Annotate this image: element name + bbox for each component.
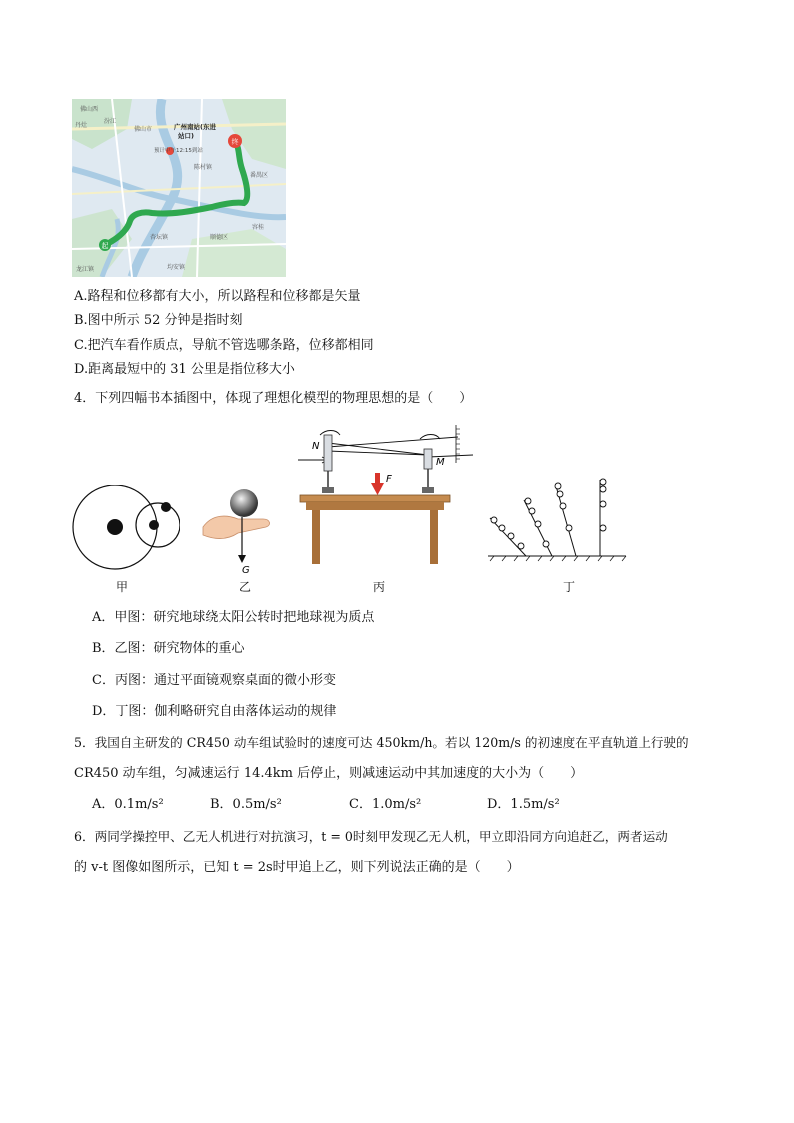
q5-stem-line1: 5．我国自主研发的 CR450 动车组试验时的速度可达 450km/h。若以 120m/s 的初速度在平直轨道上行驶的: [74, 735, 689, 750]
caption-ding: 丁: [563, 580, 576, 594]
figure-bing: [298, 425, 478, 569]
label-g: G: [242, 565, 250, 575]
map-label: 佛山西: [80, 106, 99, 113]
q3-option-b: B.图中所示 52 分钟是指时刻: [74, 313, 243, 328]
q6-stem-line2: 的 v-t 图像如图所示，已知 t = 2s时甲追上乙，则下列说法正确的是（ ）: [74, 860, 520, 875]
map-label: 预计中午12:15到站: [154, 148, 203, 154]
end-marker-label: 终: [231, 138, 239, 146]
navigation-map: [72, 99, 286, 277]
figure-ding: [486, 476, 630, 566]
q5-option-c: C．1.0m/s²: [349, 797, 422, 812]
q4-option-a: A．甲图：研究地球绕太阳公转时把地球视为质点: [92, 610, 375, 625]
caption-jia: 甲: [116, 580, 129, 594]
q3-option-d: D.距离最短中的 31 公里是指位移大小: [74, 362, 295, 377]
q3-option-a: A.路程和位移都有大小，所以路程和位移都是矢量: [74, 289, 361, 304]
q5-stem-line2: CR450 动车组，匀减速运行 14.4km 后停止，则减速运动中其加速度的大小为（ ）: [74, 766, 584, 781]
map-label: 均安镇: [167, 264, 186, 271]
figure-yi: [198, 485, 278, 579]
label-n: N: [312, 441, 320, 452]
map-label: 站口): [178, 132, 194, 140]
map-label: 容桂: [252, 224, 265, 231]
map-label: 广州南站(东进: [174, 123, 216, 131]
q3-option-c: C.把汽车看作质点，导航不管选哪条路，位移都相同: [74, 338, 374, 353]
q6-stem-line1: 6．两同学操控甲、乙无人机进行对抗演习，t = 0时刻甲发现乙无人机，甲立即沿同方向追赶乙，两者运动: [74, 829, 668, 844]
q5-option-a: A．0.1m/s²: [92, 797, 164, 812]
start-marker-label: 起: [101, 242, 109, 250]
map-label: 佛山市: [134, 126, 153, 133]
map-label: 丹灶: [75, 122, 88, 129]
map-label: 陈村镇: [194, 164, 213, 171]
q4-option-d: D．丁图：伽利略研究自由落体运动的规律: [92, 704, 337, 719]
q4-stem: 4．下列四幅书本插图中，体现了理想化模型的物理思想的是（ ）: [74, 391, 473, 406]
map-label: 顺德区: [210, 234, 229, 241]
label-f: F: [386, 474, 392, 485]
map-graphic: [72, 99, 286, 277]
q5-option-b: B．0.5m/s²: [210, 797, 282, 812]
map-label: 汾江: [104, 118, 117, 125]
label-m: M: [436, 457, 445, 468]
caption-bing: 丙: [373, 580, 386, 594]
caption-yi: 乙: [239, 580, 252, 594]
q4-option-c: C．丙图：通过平面镜观察桌面的微小形变: [92, 673, 336, 688]
q5-option-d: D．1.5m/s²: [487, 797, 560, 812]
map-label: 番禺区: [250, 172, 269, 179]
figure-jia: [70, 485, 180, 579]
q4-option-b: B．乙图：研究物体的重心: [92, 641, 245, 656]
map-label: 杏坛镇: [150, 234, 169, 241]
map-label: 龙江镇: [76, 266, 95, 273]
